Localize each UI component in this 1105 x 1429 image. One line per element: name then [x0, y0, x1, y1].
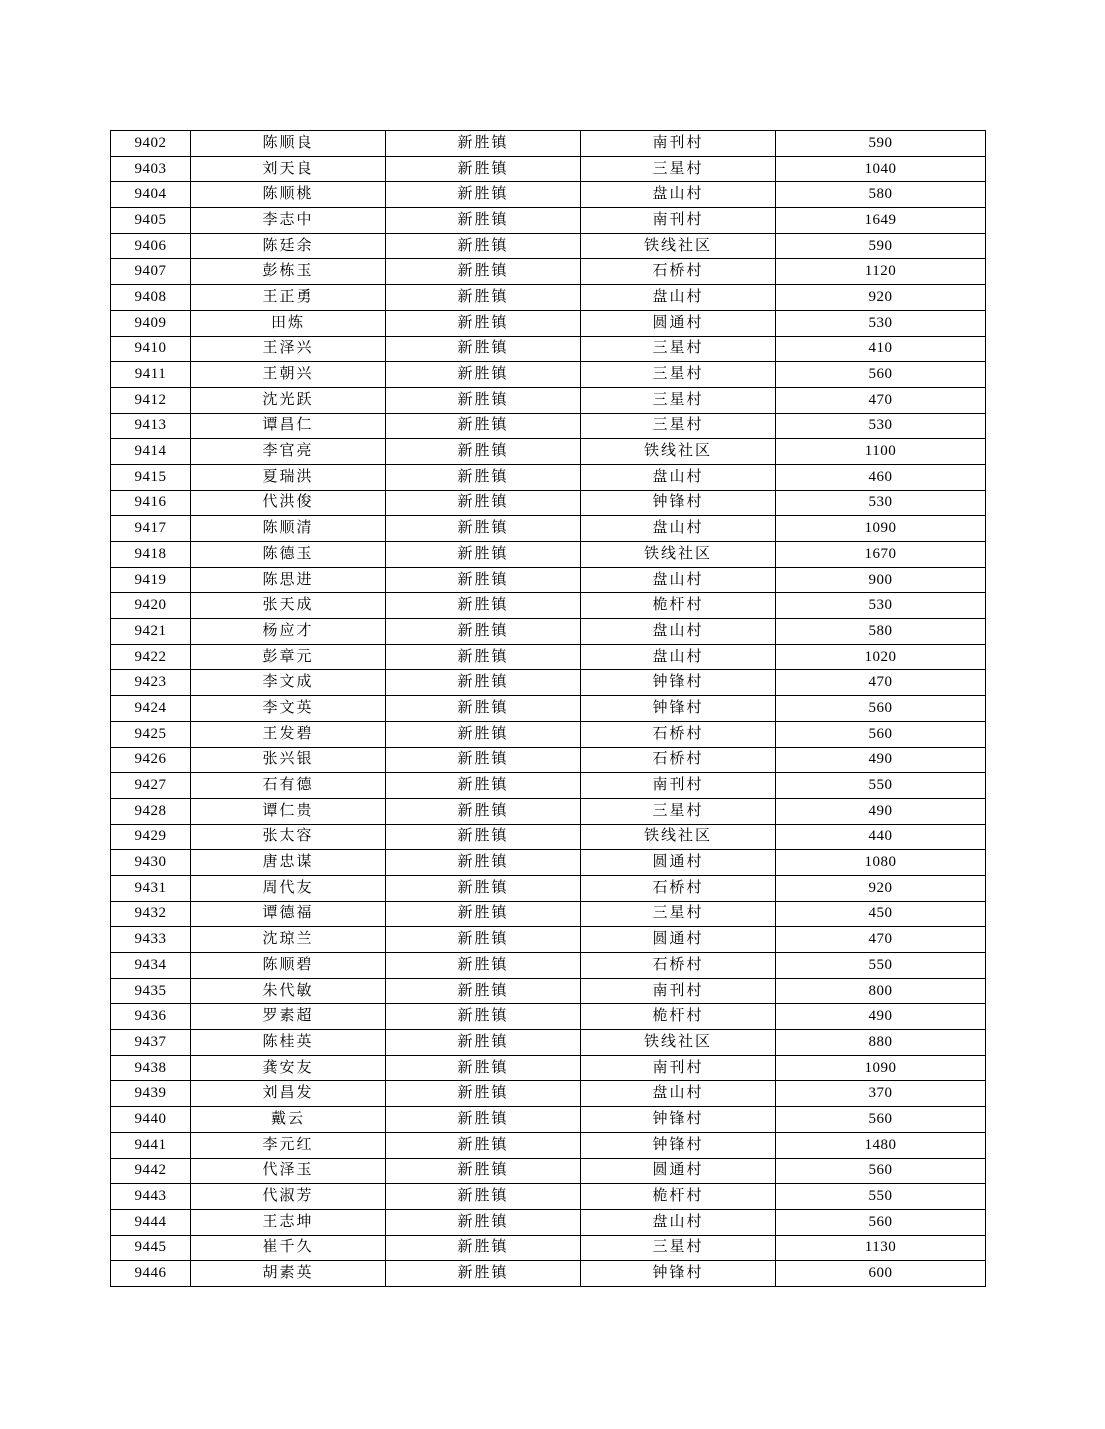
amount-cell: 450	[776, 901, 986, 927]
amount-cell: 600	[776, 1261, 986, 1287]
table-row	[111, 696, 986, 722]
name-cell: 刘天良	[191, 156, 386, 182]
amount-cell: 530	[776, 593, 986, 619]
village-cell: 钟锋村	[581, 490, 776, 516]
id-cell: 9422	[111, 644, 191, 670]
village-cell: 钟锋村	[581, 696, 776, 722]
town-cell: 新胜镇	[386, 644, 581, 670]
village-cell: 石桥村	[581, 875, 776, 901]
name-cell: 陈思进	[191, 567, 386, 593]
id-cell: 9424	[111, 696, 191, 722]
name-cell: 代泽玉	[191, 1158, 386, 1184]
id-cell: 9403	[111, 156, 191, 182]
village-cell: 圆通村	[581, 1158, 776, 1184]
id-cell: 9426	[111, 747, 191, 773]
id-cell: 9429	[111, 824, 191, 850]
name-cell: 周代友	[191, 875, 386, 901]
id-cell: 9441	[111, 1132, 191, 1158]
village-cell: 三星村	[581, 413, 776, 439]
table-row	[111, 953, 986, 979]
name-cell: 陈德玉	[191, 542, 386, 568]
village-cell: 盘山村	[581, 1209, 776, 1235]
id-cell: 9443	[111, 1184, 191, 1210]
id-cell: 9445	[111, 1235, 191, 1261]
table-row	[111, 490, 986, 516]
table-row	[111, 824, 986, 850]
amount-cell: 1090	[776, 516, 986, 542]
amount-cell: 530	[776, 490, 986, 516]
table-row	[111, 336, 986, 362]
name-cell: 李元红	[191, 1132, 386, 1158]
amount-cell: 460	[776, 464, 986, 490]
table-row	[111, 285, 986, 311]
table-row	[111, 310, 986, 336]
id-cell: 9412	[111, 387, 191, 413]
id-cell: 9440	[111, 1107, 191, 1133]
town-cell: 新胜镇	[386, 131, 581, 157]
town-cell: 新胜镇	[386, 362, 581, 388]
table-row	[111, 387, 986, 413]
table-row	[111, 362, 986, 388]
id-cell: 9407	[111, 259, 191, 285]
amount-cell: 590	[776, 131, 986, 157]
id-cell: 9421	[111, 619, 191, 645]
town-cell: 新胜镇	[386, 285, 581, 311]
name-cell: 谭昌仁	[191, 413, 386, 439]
id-cell: 9418	[111, 542, 191, 568]
name-cell: 罗素超	[191, 1004, 386, 1030]
id-cell: 9435	[111, 978, 191, 1004]
table-row	[111, 798, 986, 824]
name-cell: 戴云	[191, 1107, 386, 1133]
town-cell: 新胜镇	[386, 901, 581, 927]
id-cell: 9439	[111, 1081, 191, 1107]
town-cell: 新胜镇	[386, 413, 581, 439]
village-cell: 三星村	[581, 362, 776, 388]
id-cell: 9417	[111, 516, 191, 542]
id-cell: 9411	[111, 362, 191, 388]
amount-cell: 550	[776, 953, 986, 979]
table-row	[111, 1261, 986, 1287]
amount-cell: 470	[776, 670, 986, 696]
village-cell: 钟锋村	[581, 1261, 776, 1287]
table-row	[111, 1209, 986, 1235]
village-cell: 桅杆村	[581, 1184, 776, 1210]
name-cell: 张天成	[191, 593, 386, 619]
table-row	[111, 875, 986, 901]
town-cell: 新胜镇	[386, 1030, 581, 1056]
amount-cell: 560	[776, 1158, 986, 1184]
village-cell: 三星村	[581, 1235, 776, 1261]
amount-cell: 920	[776, 875, 986, 901]
town-cell: 新胜镇	[386, 464, 581, 490]
village-cell: 桅杆村	[581, 1004, 776, 1030]
table-row	[111, 850, 986, 876]
name-cell: 陈桂英	[191, 1030, 386, 1056]
village-cell: 钟锋村	[581, 1107, 776, 1133]
name-cell: 沈光跃	[191, 387, 386, 413]
amount-cell: 1080	[776, 850, 986, 876]
name-cell: 沈琼兰	[191, 927, 386, 953]
name-cell: 陈顺碧	[191, 953, 386, 979]
table-row	[111, 567, 986, 593]
town-cell: 新胜镇	[386, 233, 581, 259]
town-cell: 新胜镇	[386, 490, 581, 516]
table-row	[111, 927, 986, 953]
id-cell: 9416	[111, 490, 191, 516]
amount-cell: 1100	[776, 439, 986, 465]
amount-cell: 560	[776, 696, 986, 722]
table-row	[111, 747, 986, 773]
name-cell: 唐忠谋	[191, 850, 386, 876]
amount-cell: 1040	[776, 156, 986, 182]
table-row	[111, 542, 986, 568]
amount-cell: 410	[776, 336, 986, 362]
id-cell: 9444	[111, 1209, 191, 1235]
town-cell: 新胜镇	[386, 1261, 581, 1287]
name-cell: 李文成	[191, 670, 386, 696]
amount-cell: 490	[776, 747, 986, 773]
town-cell: 新胜镇	[386, 953, 581, 979]
id-cell: 9413	[111, 413, 191, 439]
town-cell: 新胜镇	[386, 927, 581, 953]
village-cell: 三星村	[581, 387, 776, 413]
amount-cell: 800	[776, 978, 986, 1004]
id-cell: 9419	[111, 567, 191, 593]
village-cell: 铁线社区	[581, 824, 776, 850]
town-cell: 新胜镇	[386, 824, 581, 850]
id-cell: 9423	[111, 670, 191, 696]
name-cell: 谭德福	[191, 901, 386, 927]
name-cell: 龚安友	[191, 1055, 386, 1081]
amount-cell: 470	[776, 387, 986, 413]
id-cell: 9406	[111, 233, 191, 259]
village-cell: 圆通村	[581, 927, 776, 953]
village-cell: 盘山村	[581, 619, 776, 645]
id-cell: 9437	[111, 1030, 191, 1056]
village-cell: 石桥村	[581, 721, 776, 747]
table-row	[111, 619, 986, 645]
village-cell: 石桥村	[581, 953, 776, 979]
id-cell: 9433	[111, 927, 191, 953]
town-cell: 新胜镇	[386, 1055, 581, 1081]
amount-cell: 490	[776, 1004, 986, 1030]
amount-cell: 920	[776, 285, 986, 311]
id-cell: 9431	[111, 875, 191, 901]
name-cell: 彭章元	[191, 644, 386, 670]
table-row	[111, 439, 986, 465]
town-cell: 新胜镇	[386, 259, 581, 285]
village-cell: 盘山村	[581, 644, 776, 670]
village-cell: 盘山村	[581, 182, 776, 208]
id-cell: 9420	[111, 593, 191, 619]
name-cell: 陈廷余	[191, 233, 386, 259]
amount-cell: 530	[776, 310, 986, 336]
id-cell: 9410	[111, 336, 191, 362]
id-cell: 9438	[111, 1055, 191, 1081]
amount-cell: 490	[776, 798, 986, 824]
amount-cell: 530	[776, 413, 986, 439]
town-cell: 新胜镇	[386, 542, 581, 568]
name-cell: 代洪俊	[191, 490, 386, 516]
table-row	[111, 1132, 986, 1158]
id-cell: 9408	[111, 285, 191, 311]
town-cell: 新胜镇	[386, 208, 581, 234]
id-cell: 9434	[111, 953, 191, 979]
village-cell: 三星村	[581, 336, 776, 362]
amount-cell: 370	[776, 1081, 986, 1107]
table-row	[111, 1158, 986, 1184]
name-cell: 代淑芳	[191, 1184, 386, 1210]
village-cell: 石桥村	[581, 259, 776, 285]
id-cell: 9415	[111, 464, 191, 490]
town-cell: 新胜镇	[386, 310, 581, 336]
table-row	[111, 1081, 986, 1107]
village-cell: 圆通村	[581, 310, 776, 336]
id-cell: 9442	[111, 1158, 191, 1184]
village-cell: 三星村	[581, 798, 776, 824]
id-cell: 9446	[111, 1261, 191, 1287]
village-cell: 铁线社区	[581, 1030, 776, 1056]
table-row	[111, 773, 986, 799]
amount-cell: 550	[776, 773, 986, 799]
table-row	[111, 413, 986, 439]
table-row	[111, 233, 986, 259]
village-cell: 盘山村	[581, 1081, 776, 1107]
town-cell: 新胜镇	[386, 773, 581, 799]
town-cell: 新胜镇	[386, 1132, 581, 1158]
name-cell: 王发碧	[191, 721, 386, 747]
amount-cell: 590	[776, 233, 986, 259]
amount-cell: 1670	[776, 542, 986, 568]
amount-cell: 560	[776, 721, 986, 747]
amount-cell: 580	[776, 619, 986, 645]
town-cell: 新胜镇	[386, 1235, 581, 1261]
village-cell: 三星村	[581, 901, 776, 927]
name-cell: 谭仁贵	[191, 798, 386, 824]
name-cell: 李志中	[191, 208, 386, 234]
name-cell: 朱代敏	[191, 978, 386, 1004]
village-cell: 南刊村	[581, 208, 776, 234]
table-row	[111, 464, 986, 490]
village-cell: 石桥村	[581, 747, 776, 773]
name-cell: 陈顺清	[191, 516, 386, 542]
table-row	[111, 1184, 986, 1210]
village-cell: 钟锋村	[581, 1132, 776, 1158]
town-cell: 新胜镇	[386, 696, 581, 722]
name-cell: 刘昌发	[191, 1081, 386, 1107]
amount-cell: 880	[776, 1030, 986, 1056]
table-row	[111, 516, 986, 542]
town-cell: 新胜镇	[386, 670, 581, 696]
name-cell: 胡素英	[191, 1261, 386, 1287]
name-cell: 田炼	[191, 310, 386, 336]
village-cell: 南刊村	[581, 773, 776, 799]
amount-cell: 1020	[776, 644, 986, 670]
name-cell: 石有德	[191, 773, 386, 799]
amount-cell: 1130	[776, 1235, 986, 1261]
amount-cell: 550	[776, 1184, 986, 1210]
id-cell: 9402	[111, 131, 191, 157]
table-row	[111, 1235, 986, 1261]
village-cell: 钟锋村	[581, 670, 776, 696]
village-cell: 铁线社区	[581, 233, 776, 259]
id-cell: 9428	[111, 798, 191, 824]
name-cell: 王志坤	[191, 1209, 386, 1235]
village-cell: 三星村	[581, 156, 776, 182]
amount-cell: 560	[776, 1107, 986, 1133]
town-cell: 新胜镇	[386, 978, 581, 1004]
id-cell: 9427	[111, 773, 191, 799]
name-cell: 张兴银	[191, 747, 386, 773]
town-cell: 新胜镇	[386, 516, 581, 542]
id-cell: 9436	[111, 1004, 191, 1030]
name-cell: 王正勇	[191, 285, 386, 311]
village-cell: 南刊村	[581, 978, 776, 1004]
town-cell: 新胜镇	[386, 798, 581, 824]
id-cell: 9432	[111, 901, 191, 927]
amount-cell: 560	[776, 362, 986, 388]
village-cell: 盘山村	[581, 464, 776, 490]
amount-cell: 440	[776, 824, 986, 850]
village-cell: 南刊村	[581, 131, 776, 157]
name-cell: 李官亮	[191, 439, 386, 465]
table-row	[111, 182, 986, 208]
id-cell: 9430	[111, 850, 191, 876]
town-cell: 新胜镇	[386, 875, 581, 901]
village-cell: 圆通村	[581, 850, 776, 876]
town-cell: 新胜镇	[386, 721, 581, 747]
town-cell: 新胜镇	[386, 593, 581, 619]
table-row	[111, 131, 986, 157]
name-cell: 张太容	[191, 824, 386, 850]
town-cell: 新胜镇	[386, 336, 581, 362]
table-row	[111, 156, 986, 182]
town-cell: 新胜镇	[386, 156, 581, 182]
village-cell: 盘山村	[581, 516, 776, 542]
table-row	[111, 978, 986, 1004]
amount-cell: 1120	[776, 259, 986, 285]
village-cell: 桅杆村	[581, 593, 776, 619]
name-cell: 李文英	[191, 696, 386, 722]
amount-cell: 1090	[776, 1055, 986, 1081]
name-cell: 王朝兴	[191, 362, 386, 388]
id-cell: 9409	[111, 310, 191, 336]
table-row	[111, 644, 986, 670]
table-row	[111, 1107, 986, 1133]
records-table	[110, 130, 986, 1287]
id-cell: 9414	[111, 439, 191, 465]
town-cell: 新胜镇	[386, 1081, 581, 1107]
village-cell: 铁线社区	[581, 439, 776, 465]
amount-cell: 1480	[776, 1132, 986, 1158]
town-cell: 新胜镇	[386, 182, 581, 208]
table-row	[111, 593, 986, 619]
town-cell: 新胜镇	[386, 1107, 581, 1133]
village-cell: 铁线社区	[581, 542, 776, 568]
id-cell: 9425	[111, 721, 191, 747]
name-cell: 陈顺桃	[191, 182, 386, 208]
village-cell: 盘山村	[581, 285, 776, 311]
table-row	[111, 1004, 986, 1030]
town-cell: 新胜镇	[386, 1004, 581, 1030]
name-cell: 王泽兴	[191, 336, 386, 362]
table-row	[111, 901, 986, 927]
town-cell: 新胜镇	[386, 439, 581, 465]
amount-cell: 1649	[776, 208, 986, 234]
town-cell: 新胜镇	[386, 747, 581, 773]
amount-cell: 580	[776, 182, 986, 208]
name-cell: 杨应才	[191, 619, 386, 645]
table-row	[111, 1030, 986, 1056]
town-cell: 新胜镇	[386, 850, 581, 876]
amount-cell: 560	[776, 1209, 986, 1235]
amount-cell: 470	[776, 927, 986, 953]
name-cell: 夏瑞洪	[191, 464, 386, 490]
town-cell: 新胜镇	[386, 1158, 581, 1184]
village-cell: 南刊村	[581, 1055, 776, 1081]
name-cell: 彭栋玉	[191, 259, 386, 285]
table-row	[111, 1055, 986, 1081]
id-cell: 9405	[111, 208, 191, 234]
village-cell: 盘山村	[581, 567, 776, 593]
town-cell: 新胜镇	[386, 1184, 581, 1210]
town-cell: 新胜镇	[386, 387, 581, 413]
table-row	[111, 721, 986, 747]
town-cell: 新胜镇	[386, 1209, 581, 1235]
town-cell: 新胜镇	[386, 567, 581, 593]
table-row	[111, 208, 986, 234]
table-row	[111, 259, 986, 285]
table-row	[111, 670, 986, 696]
name-cell: 崔千久	[191, 1235, 386, 1261]
town-cell: 新胜镇	[386, 619, 581, 645]
name-cell: 陈顺良	[191, 131, 386, 157]
id-cell: 9404	[111, 182, 191, 208]
amount-cell: 900	[776, 567, 986, 593]
